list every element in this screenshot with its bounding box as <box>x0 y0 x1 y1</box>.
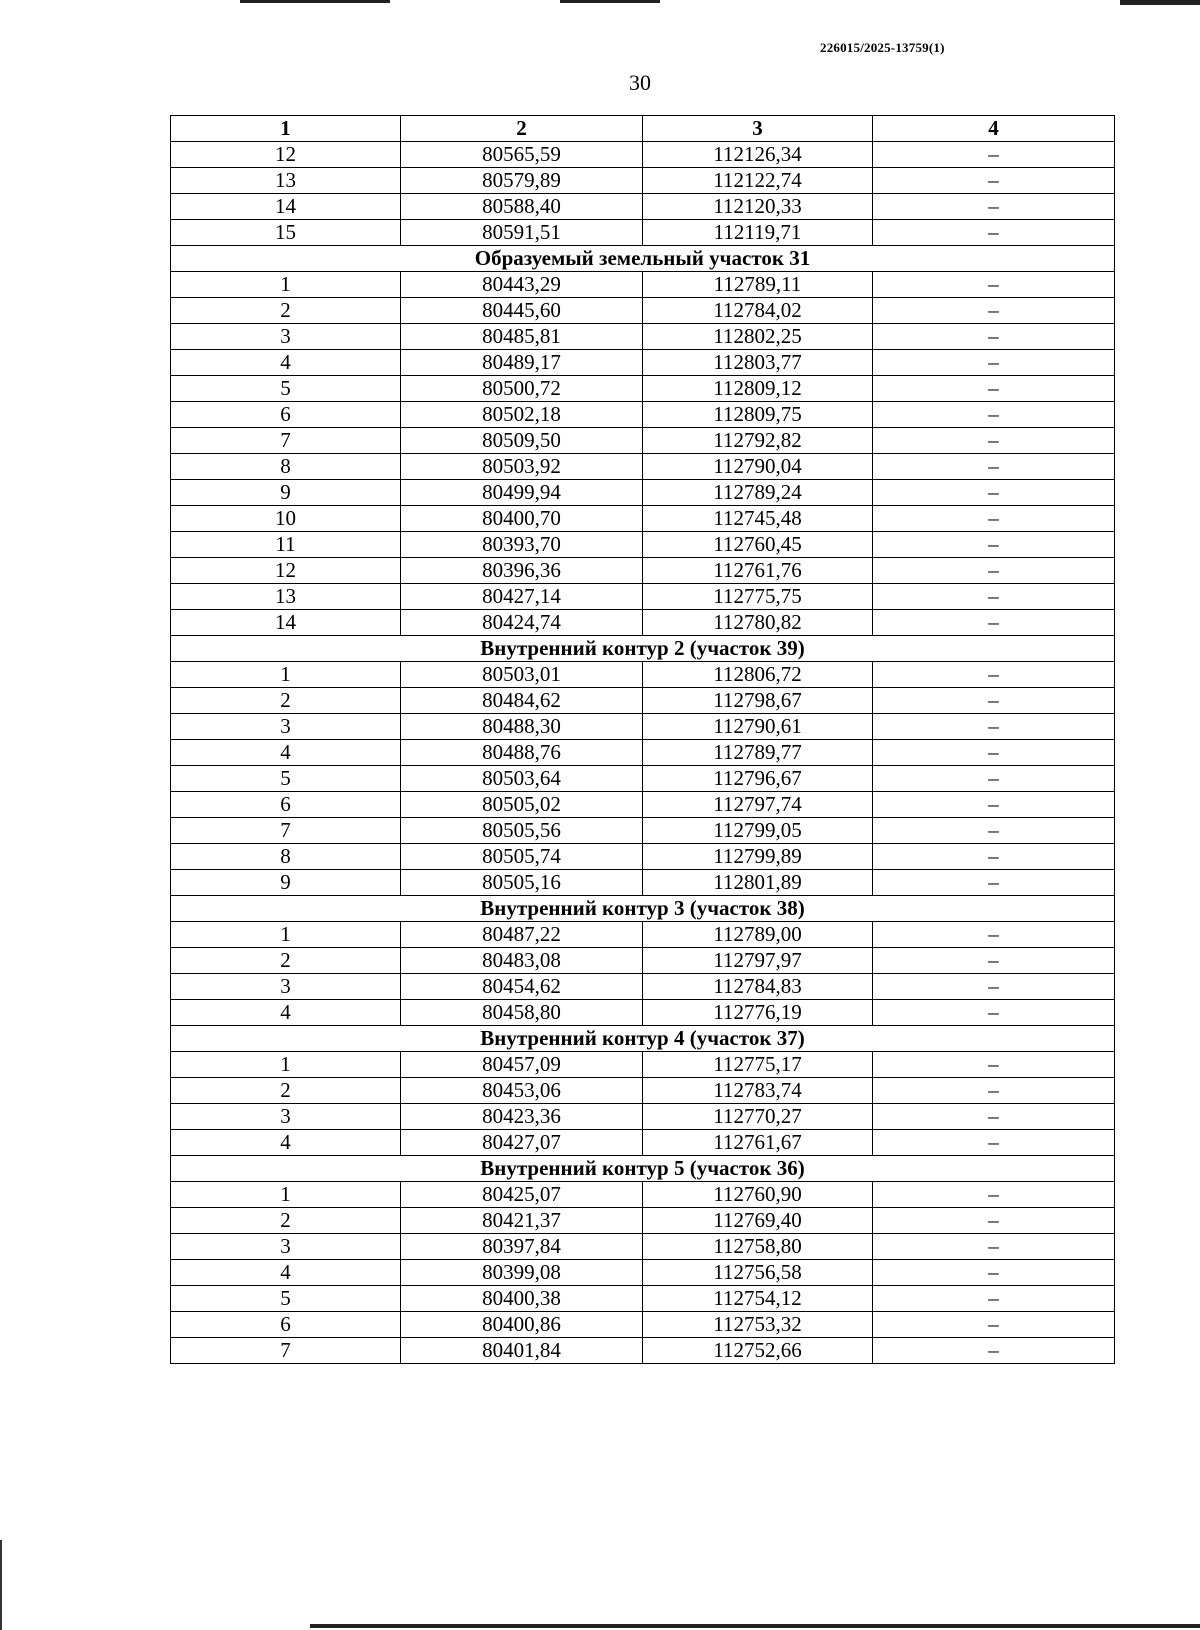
x-coordinate-cell: 80400,70 <box>401 506 643 532</box>
point-number-cell: 5 <box>171 766 401 792</box>
table-row <box>171 558 1115 584</box>
section-row <box>171 246 1115 272</box>
y-coordinate-cell: 112120,33 <box>643 194 873 220</box>
note-cell: – <box>873 142 1115 168</box>
table-row <box>171 480 1115 506</box>
table-row <box>171 792 1115 818</box>
x-coordinate-cell: 80427,14 <box>401 584 643 610</box>
note-cell: – <box>873 844 1115 870</box>
x-coordinate-cell: 80591,51 <box>401 220 643 246</box>
point-number-cell: 1 <box>171 272 401 298</box>
y-coordinate-cell: 112784,83 <box>643 974 873 1000</box>
x-coordinate-cell: 80424,74 <box>401 610 643 636</box>
y-coordinate-cell: 112126,34 <box>643 142 873 168</box>
point-number-cell: 4 <box>171 1000 401 1026</box>
section-title: Внутренний контур 3 (участок 38) <box>171 896 1115 922</box>
y-coordinate-cell: 112798,67 <box>643 688 873 714</box>
x-coordinate-cell: 80499,94 <box>401 480 643 506</box>
point-number-cell: 4 <box>171 740 401 766</box>
page-number: 30 <box>629 70 651 95</box>
y-coordinate-cell: 112119,71 <box>643 220 873 246</box>
point-number-cell: 3 <box>171 1234 401 1260</box>
table-row <box>171 1338 1115 1364</box>
note-cell: – <box>873 480 1115 506</box>
y-coordinate-cell: 112796,67 <box>643 766 873 792</box>
y-coordinate-cell: 112760,45 <box>643 532 873 558</box>
point-number-cell: 7 <box>171 428 401 454</box>
scan-artifact-top-left <box>240 0 390 3</box>
scan-artifact-top-right <box>1120 0 1200 5</box>
table-row <box>171 1208 1115 1234</box>
note-cell: – <box>873 506 1115 532</box>
note-cell: – <box>873 1208 1115 1234</box>
table-row <box>171 1078 1115 1104</box>
point-number-cell: 4 <box>171 1260 401 1286</box>
y-coordinate-cell: 112790,61 <box>643 714 873 740</box>
point-number-cell: 12 <box>171 558 401 584</box>
x-coordinate-cell: 80505,56 <box>401 818 643 844</box>
table-row <box>171 1052 1115 1078</box>
x-coordinate-cell: 80509,50 <box>401 428 643 454</box>
x-coordinate-cell: 80457,09 <box>401 1052 643 1078</box>
y-coordinate-cell: 112761,67 <box>643 1130 873 1156</box>
table-row <box>171 922 1115 948</box>
note-cell: – <box>873 818 1115 844</box>
y-coordinate-cell: 112745,48 <box>643 506 873 532</box>
section-title: Внутренний контур 2 (участок 39) <box>171 636 1115 662</box>
x-coordinate-cell: 80483,08 <box>401 948 643 974</box>
y-coordinate-cell: 112806,72 <box>643 662 873 688</box>
section-row <box>171 1026 1115 1052</box>
note-cell: – <box>873 428 1115 454</box>
x-coordinate-cell: 80421,37 <box>401 1208 643 1234</box>
y-coordinate-cell: 112756,58 <box>643 1260 873 1286</box>
table-row <box>171 688 1115 714</box>
point-number-cell: 3 <box>171 974 401 1000</box>
note-cell: – <box>873 922 1115 948</box>
table-row <box>171 1000 1115 1026</box>
section-row <box>171 636 1115 662</box>
section-title: Образуемый земельный участок 31 <box>171 246 1115 272</box>
point-number-cell: 2 <box>171 688 401 714</box>
y-coordinate-cell: 112775,75 <box>643 584 873 610</box>
x-coordinate-cell: 80425,07 <box>401 1182 643 1208</box>
note-cell: – <box>873 272 1115 298</box>
scan-artifact-top-middle <box>560 0 660 3</box>
y-coordinate-cell: 112809,12 <box>643 376 873 402</box>
point-number-cell: 2 <box>171 298 401 324</box>
y-coordinate-cell: 112801,89 <box>643 870 873 896</box>
x-coordinate-cell: 80423,36 <box>401 1104 643 1130</box>
x-coordinate-cell: 80505,74 <box>401 844 643 870</box>
y-coordinate-cell: 112792,82 <box>643 428 873 454</box>
section-title: Внутренний контур 5 (участок 36) <box>171 1156 1115 1182</box>
table-row <box>171 844 1115 870</box>
x-coordinate-cell: 80399,08 <box>401 1260 643 1286</box>
y-coordinate-cell: 112760,90 <box>643 1182 873 1208</box>
x-coordinate-cell: 80505,16 <box>401 870 643 896</box>
y-coordinate-cell: 112789,77 <box>643 740 873 766</box>
x-coordinate-cell: 80489,17 <box>401 350 643 376</box>
x-coordinate-cell: 80401,84 <box>401 1338 643 1364</box>
note-cell: – <box>873 1182 1115 1208</box>
y-coordinate-cell: 112797,97 <box>643 948 873 974</box>
note-cell: – <box>873 298 1115 324</box>
point-number-cell: 7 <box>171 818 401 844</box>
y-coordinate-cell: 112753,32 <box>643 1312 873 1338</box>
point-number-cell: 13 <box>171 584 401 610</box>
note-cell: – <box>873 792 1115 818</box>
table-row <box>171 1286 1115 1312</box>
y-coordinate-cell: 112789,00 <box>643 922 873 948</box>
note-cell: – <box>873 948 1115 974</box>
table-body <box>171 142 1115 1364</box>
scan-artifact-bottom-line <box>310 1624 1200 1628</box>
x-coordinate-cell: 80488,30 <box>401 714 643 740</box>
y-coordinate-cell: 112789,11 <box>643 272 873 298</box>
note-cell: – <box>873 610 1115 636</box>
table-row <box>171 506 1115 532</box>
y-coordinate-cell: 112769,40 <box>643 1208 873 1234</box>
x-coordinate-cell: 80485,81 <box>401 324 643 350</box>
y-coordinate-cell: 112122,74 <box>643 168 873 194</box>
note-cell: – <box>873 532 1115 558</box>
note-cell: – <box>873 662 1115 688</box>
note-cell: – <box>873 1260 1115 1286</box>
table-row <box>171 584 1115 610</box>
coordinates-table <box>170 115 1115 1364</box>
table-row <box>171 740 1115 766</box>
table-row <box>171 324 1115 350</box>
y-coordinate-cell: 112770,27 <box>643 1104 873 1130</box>
y-coordinate-cell: 112783,74 <box>643 1078 873 1104</box>
note-cell: – <box>873 376 1115 402</box>
point-number-cell: 1 <box>171 662 401 688</box>
x-coordinate-cell: 80484,62 <box>401 688 643 714</box>
point-number-cell: 5 <box>171 1286 401 1312</box>
point-number-cell: 3 <box>171 1104 401 1130</box>
note-cell: – <box>873 714 1115 740</box>
point-number-cell: 2 <box>171 1078 401 1104</box>
note-cell: – <box>873 1338 1115 1364</box>
section-row <box>171 896 1115 922</box>
table-row <box>171 454 1115 480</box>
y-coordinate-cell: 112761,76 <box>643 558 873 584</box>
y-coordinate-cell: 112799,89 <box>643 844 873 870</box>
note-cell: – <box>873 974 1115 1000</box>
table-row <box>171 766 1115 792</box>
x-coordinate-cell: 80400,86 <box>401 1312 643 1338</box>
scan-artifact-left-edge <box>0 1540 2 1630</box>
table-row <box>171 298 1115 324</box>
note-cell: – <box>873 740 1115 766</box>
point-number-cell: 6 <box>171 1312 401 1338</box>
x-coordinate-cell: 80393,70 <box>401 532 643 558</box>
y-coordinate-cell: 112789,24 <box>643 480 873 506</box>
point-number-cell: 8 <box>171 844 401 870</box>
x-coordinate-cell: 80579,89 <box>401 168 643 194</box>
y-coordinate-cell: 112775,17 <box>643 1052 873 1078</box>
note-cell: – <box>873 350 1115 376</box>
table-row <box>171 610 1115 636</box>
header-col-2: 2 <box>401 116 643 142</box>
note-cell: – <box>873 1234 1115 1260</box>
y-coordinate-cell: 112780,82 <box>643 610 873 636</box>
table-row <box>171 818 1115 844</box>
x-coordinate-cell: 80488,76 <box>401 740 643 766</box>
point-number-cell: 9 <box>171 480 401 506</box>
point-number-cell: 6 <box>171 792 401 818</box>
table-row <box>171 974 1115 1000</box>
table-row <box>171 376 1115 402</box>
point-number-cell: 5 <box>171 376 401 402</box>
x-coordinate-cell: 80397,84 <box>401 1234 643 1260</box>
y-coordinate-cell: 112784,02 <box>643 298 873 324</box>
x-coordinate-cell: 80427,07 <box>401 1130 643 1156</box>
note-cell: – <box>873 558 1115 584</box>
point-number-cell: 1 <box>171 922 401 948</box>
table-row <box>171 1234 1115 1260</box>
table-row <box>171 714 1115 740</box>
x-coordinate-cell: 80565,59 <box>401 142 643 168</box>
point-number-cell: 12 <box>171 142 401 168</box>
header-row <box>171 116 1115 142</box>
note-cell: – <box>873 766 1115 792</box>
note-cell: – <box>873 584 1115 610</box>
table-row <box>171 402 1115 428</box>
note-cell: – <box>873 220 1115 246</box>
point-number-cell: 11 <box>171 532 401 558</box>
y-coordinate-cell: 112790,04 <box>643 454 873 480</box>
note-cell: – <box>873 1052 1115 1078</box>
x-coordinate-cell: 80443,29 <box>401 272 643 298</box>
x-coordinate-cell: 80502,18 <box>401 402 643 428</box>
table-row <box>171 350 1115 376</box>
note-cell: – <box>873 168 1115 194</box>
note-cell: – <box>873 1130 1115 1156</box>
point-number-cell: 2 <box>171 948 401 974</box>
point-number-cell: 7 <box>171 1338 401 1364</box>
table-row <box>171 220 1115 246</box>
y-coordinate-cell: 112802,25 <box>643 324 873 350</box>
point-number-cell: 14 <box>171 610 401 636</box>
x-coordinate-cell: 80453,06 <box>401 1078 643 1104</box>
note-cell: – <box>873 870 1115 896</box>
point-number-cell: 1 <box>171 1052 401 1078</box>
y-coordinate-cell: 112797,74 <box>643 792 873 818</box>
note-cell: – <box>873 1000 1115 1026</box>
y-coordinate-cell: 112776,19 <box>643 1000 873 1026</box>
y-coordinate-cell: 112758,80 <box>643 1234 873 1260</box>
table-row <box>171 1312 1115 1338</box>
point-number-cell: 8 <box>171 454 401 480</box>
table-header <box>171 116 1115 142</box>
section-title: Внутренний контур 4 (участок 37) <box>171 1026 1115 1052</box>
x-coordinate-cell: 80503,64 <box>401 766 643 792</box>
table-row <box>171 662 1115 688</box>
y-coordinate-cell: 112754,12 <box>643 1286 873 1312</box>
table-row <box>171 428 1115 454</box>
point-number-cell: 3 <box>171 714 401 740</box>
y-coordinate-cell: 112803,77 <box>643 350 873 376</box>
x-coordinate-cell: 80500,72 <box>401 376 643 402</box>
note-cell: – <box>873 1286 1115 1312</box>
point-number-cell: 1 <box>171 1182 401 1208</box>
y-coordinate-cell: 112799,05 <box>643 818 873 844</box>
point-number-cell: 15 <box>171 220 401 246</box>
note-cell: – <box>873 402 1115 428</box>
note-cell: – <box>873 1104 1115 1130</box>
point-number-cell: 2 <box>171 1208 401 1234</box>
x-coordinate-cell: 80445,60 <box>401 298 643 324</box>
note-cell: – <box>873 194 1115 220</box>
point-number-cell: 4 <box>171 1130 401 1156</box>
table-row <box>171 194 1115 220</box>
x-coordinate-cell: 80487,22 <box>401 922 643 948</box>
point-number-cell: 9 <box>171 870 401 896</box>
table-row <box>171 142 1115 168</box>
note-cell: – <box>873 688 1115 714</box>
note-cell: – <box>873 324 1115 350</box>
section-row <box>171 1156 1115 1182</box>
x-coordinate-cell: 80588,40 <box>401 194 643 220</box>
point-number-cell: 13 <box>171 168 401 194</box>
header-col-3: 3 <box>643 116 873 142</box>
header-col-4: 4 <box>873 116 1115 142</box>
x-coordinate-cell: 80454,62 <box>401 974 643 1000</box>
table-row <box>171 1130 1115 1156</box>
point-number-cell: 3 <box>171 324 401 350</box>
document-number: 226015/2025-13759(1) <box>820 40 945 55</box>
table-row <box>171 1104 1115 1130</box>
x-coordinate-cell: 80503,92 <box>401 454 643 480</box>
table-row <box>171 1182 1115 1208</box>
note-cell: – <box>873 1078 1115 1104</box>
point-number-cell: 4 <box>171 350 401 376</box>
note-cell: – <box>873 454 1115 480</box>
note-cell: – <box>873 1312 1115 1338</box>
table-row <box>171 1260 1115 1286</box>
table-row <box>171 870 1115 896</box>
x-coordinate-cell: 80503,01 <box>401 662 643 688</box>
table-row <box>171 532 1115 558</box>
point-number-cell: 6 <box>171 402 401 428</box>
x-coordinate-cell: 80458,80 <box>401 1000 643 1026</box>
table-row <box>171 948 1115 974</box>
point-number-cell: 10 <box>171 506 401 532</box>
y-coordinate-cell: 112809,75 <box>643 402 873 428</box>
table-row <box>171 168 1115 194</box>
table-row <box>171 272 1115 298</box>
x-coordinate-cell: 80505,02 <box>401 792 643 818</box>
y-coordinate-cell: 112752,66 <box>643 1338 873 1364</box>
point-number-cell: 14 <box>171 194 401 220</box>
header-col-1: 1 <box>171 116 401 142</box>
x-coordinate-cell: 80396,36 <box>401 558 643 584</box>
x-coordinate-cell: 80400,38 <box>401 1286 643 1312</box>
